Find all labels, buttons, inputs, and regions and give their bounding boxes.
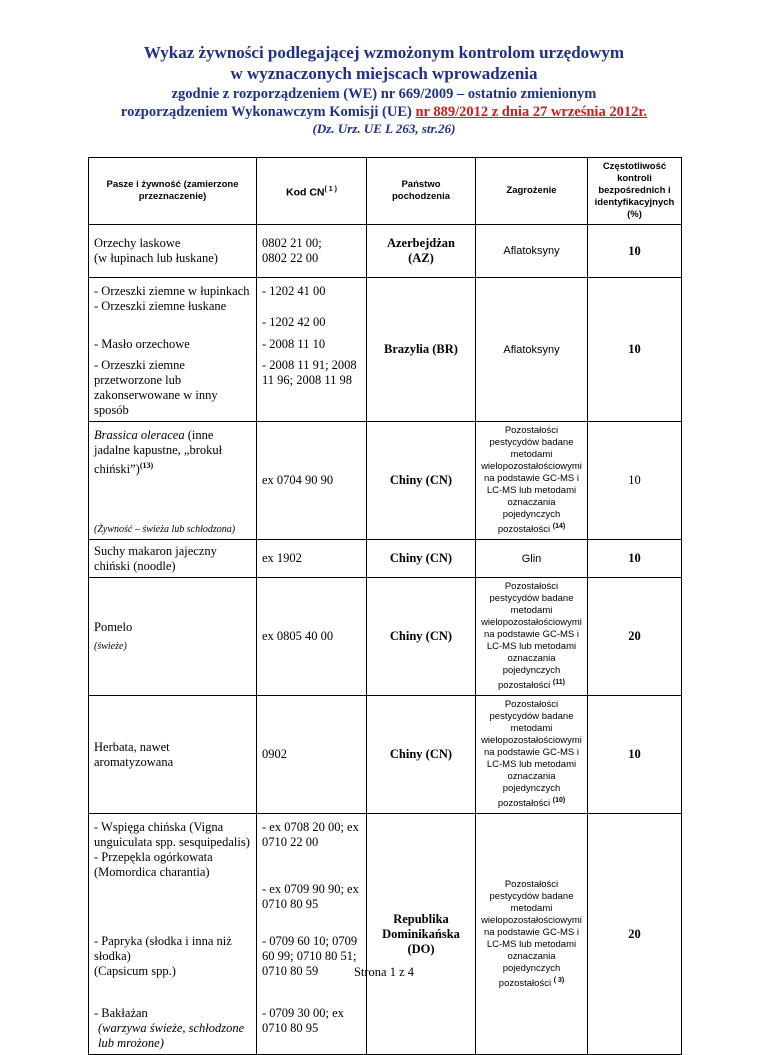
header-frequency: Częstotliwość kontroli bezpośrednich i identyfikacyjnych (%)	[588, 158, 682, 225]
hazard-cell: Pozostałości pestycydów badane metodami wielopozostałościowymi na podstawie GC-MS i LC-MS lub metodami oznaczania pojedynczych pozostałości $^{(11)}$	[476, 578, 588, 696]
cn-cell: - 2008 11 10	[257, 333, 367, 355]
country-cell: Azerbejdżan (AZ)	[367, 225, 476, 278]
food-cell: Brassica oleracea (inne jadalne kapustne, „brokuł chiński”)$^{(13)}$ (Żywność – świeża lub schłodzona)	[89, 422, 257, 540]
food-cell: - Masło orzechowe	[89, 333, 257, 355]
cn-cell: - 0709 60 10; 0709 60 99; 0710 80 51; 0710 80 59	[257, 931, 367, 1003]
food-cell: - Orzeszki ziemne przetworzone lub zakonserwowane w inny sposób	[89, 355, 257, 422]
frequency-cell: 10	[588, 540, 682, 578]
country-cell: Chiny (CN)	[367, 696, 476, 814]
food-cell: - Orzeszki ziemne w łupinkach - Orzeszki ziemne łuskane	[89, 278, 257, 334]
food-cell: Suchy makaron jajeczny chiński (noodle)	[89, 540, 257, 578]
cn-cell: 0802 21 00; 0802 22 00	[257, 225, 367, 278]
frequency-cell: 10	[588, 422, 682, 540]
hazard-cell: Aflatoksyny	[476, 225, 588, 278]
hazard-cell: Pozostałości pestycydów badane metodami wielopozostałościowymi na podstawie GC-MS i LC-MS lub metodami oznaczania pojedynczych pozostałości $^{(10)}$	[476, 696, 588, 814]
hazard-cell: Pozostałości pestycydów badane metodami wielopozostałościowymi na podstawie GC-MS i LC-MS lub metodami oznaczania pojedynczych pozostałości $^{(14)}$	[476, 422, 588, 540]
food-cell: Pomelo (świeże)	[89, 578, 257, 696]
frequency-cell: 10	[588, 225, 682, 278]
country-cell: Chiny (CN)	[367, 578, 476, 696]
frequency-cell: 20	[588, 578, 682, 696]
hazard-cell: Aflatoksyny	[476, 278, 588, 422]
header-food: Pasze i żywność (zamierzone przeznaczenie)	[89, 158, 257, 225]
food-cell: - Bakłażan (warzywa świeże, schłodzone lub mrożone)	[89, 1003, 257, 1055]
food-cell: - Papryka (słodka i inna niż słodka) (Capsicum spp.)	[89, 931, 257, 1003]
food-cell: - Wspięga chińska (Vigna unguiculata spp. sesquipedalis) - Przepękla ogórkowata (Momordica charantia)	[89, 814, 257, 931]
food-control-table	[88, 157, 682, 1055]
cn-cell: ex 0704 90 90	[257, 422, 367, 540]
cn-cell: 0902	[257, 696, 367, 814]
hazard-cell: Pozostałości pestycydów badane metodami wielopozostałościowymi na podstawie GC-MS i LC-MS lub metodami oznaczania pojedynczych pozostałości $^{( 3)}$	[476, 814, 588, 1055]
hazard-cell: Glin	[476, 540, 588, 578]
frequency-cell: 20	[588, 814, 682, 1055]
food-cell: Orzechy laskowe (w łupinach lub łuskane)	[89, 225, 257, 278]
table-row	[89, 578, 682, 696]
cn-cell: - 2008 11 91; 2008 11 96; 2008 11 98	[257, 355, 367, 422]
header-cn: Kod $CN^{( 1 )}$	[257, 158, 367, 225]
country-cell: Brazylia (BR)	[367, 278, 476, 422]
table-row	[89, 422, 682, 540]
frequency-cell: 10	[588, 696, 682, 814]
country-cell: Republika Dominikańska (DO)	[367, 814, 476, 1055]
page-title-line1: Wykaz żywności podlegającej wzmożonym kontrolom urzędowym	[143, 43, 625, 62]
header-hazard: Zagrożenie	[476, 158, 588, 225]
page-subtitle-line1: zgodnie z rozporządzeniem (WE) nr 669/2009 – ostatnio zmienionym	[171, 86, 597, 102]
food-cell: Herbata, nawet aromatyzowana	[89, 696, 257, 814]
cn-cell: ex 0805 40 00	[257, 578, 367, 696]
page-subtitle-line2	[0, 103, 768, 121]
cn-cell: - 1202 41 00 - 1202 42 00	[257, 278, 367, 334]
header-country: Państwo pochodzenia	[367, 158, 476, 225]
cn-cell: - ex 0708 20 00; ex 0710 22 00 - ex 0709 90 90; ex 0710 80 95	[257, 814, 367, 931]
table-row	[89, 278, 682, 334]
table-row	[89, 225, 682, 278]
subtitle-prefix: rozporządzeniem Wykonawczym Komisji (UE)	[120, 104, 416, 120]
cn-cell: - 0709 30 00; ex 0710 80 95	[257, 1003, 367, 1055]
table-header-row	[89, 158, 682, 225]
table-row	[89, 814, 682, 931]
page-title-line2: w wyznaczonych miejscach wprowadzenia	[230, 64, 538, 83]
country-cell: Chiny (CN)	[367, 540, 476, 578]
regulation-link[interactable]: nr 889/2012 z dnia 27 września 2012r.	[415, 104, 648, 120]
country-cell: Chiny (CN)	[367, 422, 476, 540]
journal-reference: (Dz. Urz. UE L 263, str.26)	[312, 121, 456, 136]
page-number: Strona 1 z 4	[353, 965, 415, 979]
cn-cell: ex 1902	[257, 540, 367, 578]
table-row	[89, 540, 682, 578]
table-row	[89, 696, 682, 814]
frequency-cell: 10	[588, 278, 682, 422]
